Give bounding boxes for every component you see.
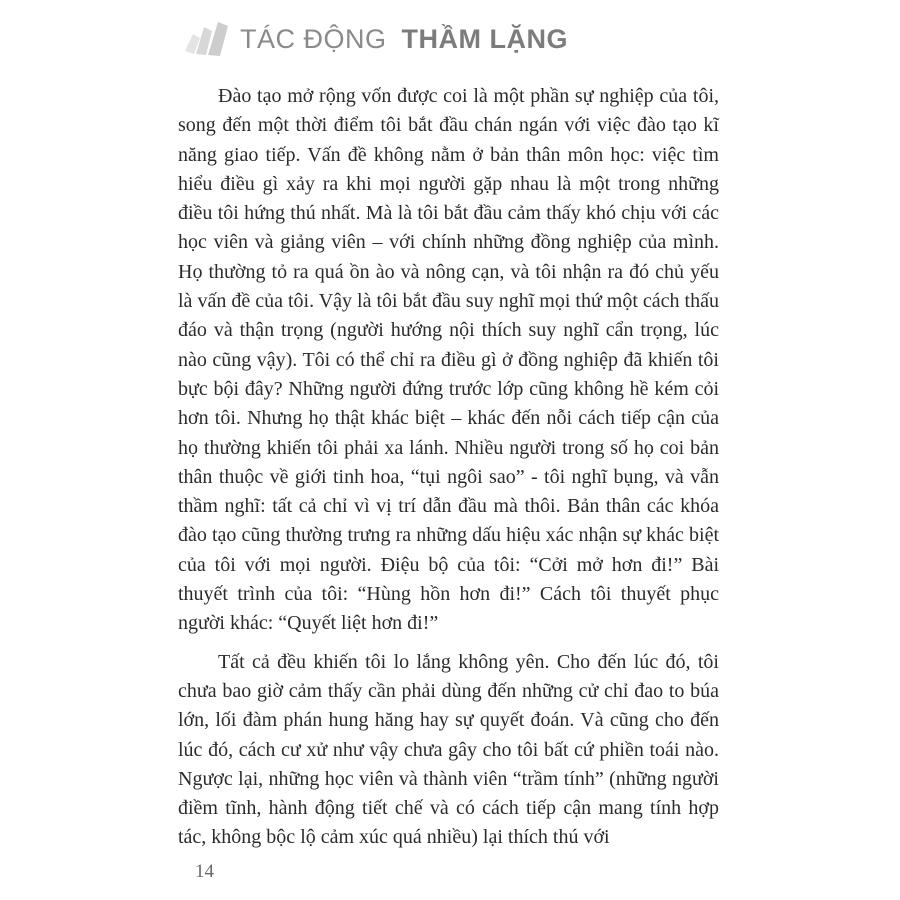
running-header — [183, 20, 568, 58]
page-number: 14 — [195, 861, 214, 882]
page-text — [178, 82, 719, 853]
paragraph: Đào tạo mở rộng vốn được coi là một phần sự nghiệp của tôi, song đến một thời điểm tôi bắt đầu chán ngán với việc đào tạo kĩ năng giao tiếp. Vấn đề không nằm ở bản thân môn học: việc tìm hiểu điều gì xảy ra khi mọi người gặp nhau là một trong những điều tôi hứng thú nhất. Mà là tôi bắt đầu cảm thấy khó chịu với các học viên và giảng viên – với chính những đồng nghiệp của mình. Họ thường tỏ ra quá ồn ào và nông cạn, và tôi nhận ra đó chủ yếu là vấn đề của tôi. Vậy là tôi bắt đầu suy nghĩ mọi thứ một cách thấu đáo và thận trọng (người hướng nội thích suy nghĩ cẩn trọng, lúc nào cũng vậy). Tôi có thể chỉ ra điều gì ở đồng nghiệp đã khiến tôi bực bội đây? Những người đứng trước lớp cũng không hề kém cỏi hơn tôi. Nhưng họ thật khác biệt – khác đến nỗi cách tiếp cận của họ thường khiến tôi phải xa lánh. Nhiều người trong số họ coi bản thân thuộc về giới tinh hoa, “tụi ngôi sao” - tôi nghĩ bụng, và vẫn thầm nghĩ: tất cả chỉ vì vị trí dẫn đầu mà thôi. Bản thân các khóa đào tạo cũng thường trưng ra những dấu hiệu xác nhận sự khác biệt của tôi với mọi người. Điệu bộ của tôi: “Cởi mở hơn đi!” Bài thuyết trình của tôi: “Hùng hồn hơn đi!” Cách tôi thuyết phục người khác: “Quyết liệt hơn đi!” — [178, 85, 719, 635]
paragraph: Tất cả đều khiến tôi lo lắng không yên. Cho đến lúc đó, tôi chưa bao giờ cảm thấy cần phải dùng đến những cử chỉ đao to búa lớn, lối đàm phán hung hăng hay sự quyết đoán. Và cũng cho đến lúc đó, cách cư xử như vậy chưa gây cho tôi bất cứ phiền toái nào. Ngược lại, những học viên và thành viên “trầm tính” (những người điềm tĩnh, hành động tiết chế và có cách tiếp cận mang tính hợp tác, không bộc lộ cảm xúc quá nhiều) lại thích thú với — [178, 650, 719, 849]
book-pages-icon — [183, 21, 231, 57]
book-title-regular: TÁC ĐỘNG — [240, 23, 387, 54]
book-title-bold: THẦM LẶNG — [401, 23, 569, 54]
book-title — [240, 24, 568, 55]
